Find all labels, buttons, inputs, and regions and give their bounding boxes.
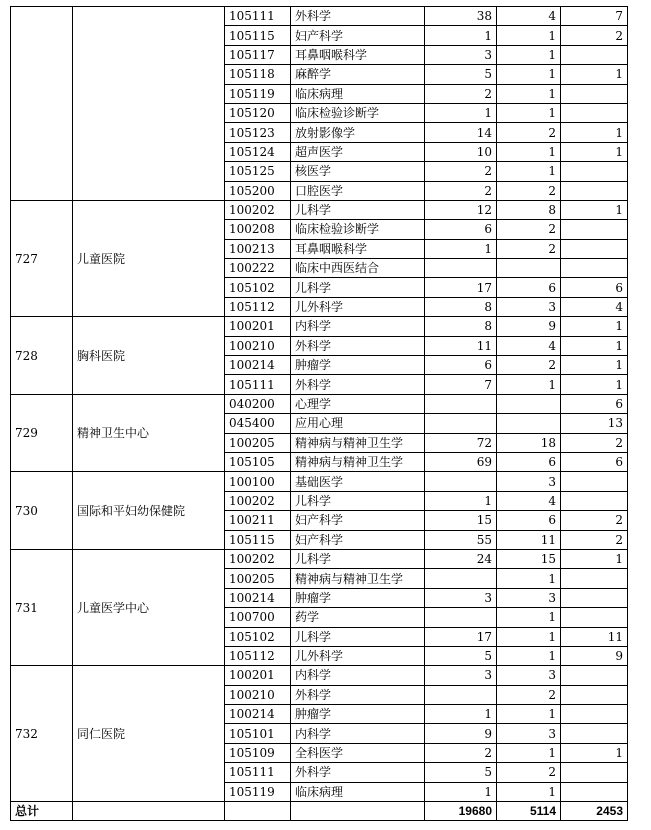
value-b-cell: 1 [497,65,561,84]
value-b-cell: 1 [497,627,561,646]
major-name-cell: 儿科学 [291,627,425,646]
unit-code-cell: 731 [11,549,73,665]
major-name-cell: 儿外科学 [291,297,425,316]
total-empty-cell [225,802,291,821]
table-row [11,7,628,26]
unit-name-cell: 胸科医院 [73,317,225,395]
unit-name-cell: 同仁医院 [73,666,225,802]
value-b-cell: 1 [497,782,561,801]
value-b-cell: 3 [497,472,561,491]
table-row [11,200,628,219]
table-body [11,7,628,821]
value-c-cell: 2 [561,433,628,452]
major-code-cell: 100700 [225,608,291,627]
enrollment-table [10,6,628,821]
major-code-cell: 105119 [225,782,291,801]
unit-code-cell: 732 [11,666,73,802]
major-name-cell: 临床中西医结合 [291,259,425,278]
table-row [11,666,628,685]
table-row [11,317,628,336]
value-b-cell: 1 [497,142,561,161]
value-a-cell: 3 [425,588,497,607]
unit-name-cell: 儿童医学中心 [73,549,225,665]
value-a-cell: 1 [425,705,497,724]
major-name-cell: 全科医学 [291,743,425,762]
total-empty-cell [73,802,225,821]
major-code-cell: 105115 [225,530,291,549]
major-code-cell: 105109 [225,743,291,762]
value-c-cell [561,45,628,64]
value-c-cell [561,181,628,200]
value-a-cell: 1 [425,103,497,122]
major-name-cell: 外科学 [291,375,425,394]
value-b-cell: 2 [497,763,561,782]
major-name-cell: 临床检验诊断学 [291,103,425,122]
value-b-cell: 1 [497,646,561,665]
value-c-cell [561,705,628,724]
major-code-cell: 105117 [225,45,291,64]
value-b-cell: 1 [497,26,561,45]
major-name-cell: 耳鼻咽喉科学 [291,45,425,64]
unit-name-cell [73,7,225,201]
major-name-cell: 耳鼻咽喉科学 [291,239,425,258]
major-name-cell: 妇产科学 [291,511,425,530]
value-c-cell: 1 [561,200,628,219]
value-b-cell: 3 [497,588,561,607]
value-c-cell [561,763,628,782]
total-empty-cell [291,802,425,821]
value-a-cell: 24 [425,549,497,568]
value-b-cell: 6 [497,452,561,471]
value-a-cell: 11 [425,336,497,355]
major-code-cell: 040200 [225,394,291,413]
major-name-cell: 应用心理 [291,414,425,433]
value-a-cell: 17 [425,627,497,646]
major-name-cell: 儿外科学 [291,646,425,665]
major-name-cell: 临床病理 [291,782,425,801]
value-a-cell: 38 [425,7,497,26]
major-code-cell: 105115 [225,26,291,45]
major-name-cell: 内科学 [291,666,425,685]
major-code-cell: 100208 [225,220,291,239]
value-b-cell: 4 [497,336,561,355]
value-c-cell: 1 [561,743,628,762]
major-code-cell: 105124 [225,142,291,161]
value-c-cell [561,608,628,627]
value-a-cell: 9 [425,724,497,743]
value-c-cell: 1 [561,317,628,336]
major-code-cell: 105118 [225,65,291,84]
unit-code-cell [11,7,73,201]
value-a-cell: 5 [425,646,497,665]
total-value-c: 2453 [561,802,628,821]
value-a-cell: 14 [425,123,497,142]
unit-code-cell: 727 [11,200,73,316]
value-a-cell [425,472,497,491]
value-a-cell: 2 [425,162,497,181]
value-a-cell: 5 [425,65,497,84]
unit-code-cell: 730 [11,472,73,550]
major-name-cell: 内科学 [291,317,425,336]
value-b-cell: 3 [497,724,561,743]
major-code-cell: 105112 [225,297,291,316]
value-c-cell: 1 [561,123,628,142]
value-c-cell [561,569,628,588]
value-b-cell: 2 [497,356,561,375]
major-code-cell: 105102 [225,627,291,646]
total-row [11,802,628,821]
major-code-cell: 105200 [225,181,291,200]
table-row [11,472,628,491]
major-name-cell: 临床病理 [291,84,425,103]
major-name-cell: 肿瘤学 [291,356,425,375]
value-c-cell: 1 [561,336,628,355]
major-code-cell: 105125 [225,162,291,181]
value-a-cell: 3 [425,666,497,685]
major-name-cell: 超声医学 [291,142,425,161]
major-code-cell: 100205 [225,569,291,588]
value-c-cell: 2 [561,530,628,549]
value-c-cell: 1 [561,375,628,394]
value-c-cell: 11 [561,627,628,646]
value-b-cell: 1 [497,705,561,724]
major-code-cell: 105101 [225,724,291,743]
major-code-cell: 105120 [225,103,291,122]
major-name-cell: 妇产科学 [291,26,425,45]
major-code-cell: 105111 [225,7,291,26]
value-b-cell: 11 [497,530,561,549]
major-name-cell: 儿科学 [291,278,425,297]
value-b-cell: 18 [497,433,561,452]
value-c-cell [561,220,628,239]
major-code-cell: 100211 [225,511,291,530]
value-a-cell [425,394,497,413]
value-c-cell [561,239,628,258]
major-name-cell: 外科学 [291,336,425,355]
value-a-cell: 2 [425,84,497,103]
value-c-cell [561,782,628,801]
major-code-cell: 100202 [225,491,291,510]
value-a-cell: 12 [425,200,497,219]
major-name-cell: 放射影像学 [291,123,425,142]
major-name-cell: 精神病与精神卫生学 [291,433,425,452]
major-code-cell: 105105 [225,452,291,471]
table-row [11,549,628,568]
major-name-cell: 精神病与精神卫生学 [291,569,425,588]
value-c-cell: 6 [561,452,628,471]
major-code-cell: 105119 [225,84,291,103]
major-name-cell: 儿科学 [291,200,425,219]
value-b-cell: 8 [497,200,561,219]
value-c-cell [561,724,628,743]
major-code-cell: 100100 [225,472,291,491]
value-b-cell: 2 [497,685,561,704]
value-c-cell: 1 [561,356,628,375]
total-value-a: 19680 [425,802,497,821]
value-a-cell: 10 [425,142,497,161]
value-c-cell [561,472,628,491]
major-code-cell: 100201 [225,317,291,336]
value-a-cell: 15 [425,511,497,530]
value-a-cell: 69 [425,452,497,471]
major-code-cell: 105102 [225,278,291,297]
value-c-cell: 7 [561,7,628,26]
value-b-cell: 1 [497,103,561,122]
major-code-cell: 100210 [225,685,291,704]
unit-code-cell: 728 [11,317,73,395]
total-label: 总计 [11,802,73,821]
value-b-cell: 2 [497,181,561,200]
value-c-cell: 4 [561,297,628,316]
major-name-cell: 肿瘤学 [291,705,425,724]
value-c-cell: 6 [561,394,628,413]
table-row [11,394,628,413]
value-b-cell: 1 [497,162,561,181]
value-b-cell: 3 [497,297,561,316]
major-code-cell: 100213 [225,239,291,258]
value-a-cell [425,569,497,588]
major-name-cell: 心理学 [291,394,425,413]
value-c-cell: 2 [561,511,628,530]
value-b-cell: 1 [497,743,561,762]
major-name-cell: 儿科学 [291,491,425,510]
value-a-cell [425,685,497,704]
value-c-cell: 1 [561,549,628,568]
value-b-cell [497,394,561,413]
unit-name-cell: 精神卫生中心 [73,394,225,472]
value-b-cell: 2 [497,123,561,142]
value-a-cell: 3 [425,45,497,64]
value-a-cell: 1 [425,26,497,45]
major-code-cell: 100210 [225,336,291,355]
value-a-cell: 1 [425,782,497,801]
value-a-cell [425,259,497,278]
major-code-cell: 100201 [225,666,291,685]
major-name-cell: 核医学 [291,162,425,181]
value-c-cell [561,103,628,122]
value-b-cell: 2 [497,220,561,239]
major-name-cell: 外科学 [291,763,425,782]
value-a-cell: 7 [425,375,497,394]
major-name-cell: 外科学 [291,7,425,26]
major-code-cell: 045400 [225,414,291,433]
major-name-cell: 外科学 [291,685,425,704]
major-name-cell: 精神病与精神卫生学 [291,452,425,471]
major-name-cell: 口腔医学 [291,181,425,200]
major-name-cell: 内科学 [291,724,425,743]
value-c-cell: 6 [561,278,628,297]
value-b-cell: 6 [497,511,561,530]
value-b-cell: 15 [497,549,561,568]
value-a-cell: 8 [425,317,497,336]
unit-name-cell: 国际和平妇幼保健院 [73,472,225,550]
value-a-cell: 2 [425,181,497,200]
value-b-cell [497,414,561,433]
value-b-cell: 4 [497,491,561,510]
value-c-cell: 2 [561,26,628,45]
value-a-cell: 1 [425,491,497,510]
value-a-cell: 2 [425,743,497,762]
value-a-cell: 8 [425,297,497,316]
value-c-cell [561,666,628,685]
major-code-cell: 105112 [225,646,291,665]
value-b-cell [497,259,561,278]
major-name-cell: 基础医学 [291,472,425,491]
unit-name-cell: 儿童医院 [73,200,225,316]
major-name-cell: 麻醉学 [291,65,425,84]
major-name-cell: 妇产科学 [291,530,425,549]
value-a-cell [425,608,497,627]
value-a-cell: 6 [425,356,497,375]
major-code-cell: 100214 [225,356,291,375]
value-b-cell: 1 [497,375,561,394]
value-c-cell [561,162,628,181]
major-name-cell: 药学 [291,608,425,627]
unit-code-cell: 729 [11,394,73,472]
value-c-cell [561,685,628,704]
value-a-cell [425,414,497,433]
value-c-cell: 1 [561,65,628,84]
value-b-cell: 2 [497,239,561,258]
major-name-cell: 临床检验诊断学 [291,220,425,239]
value-b-cell: 1 [497,84,561,103]
value-c-cell [561,84,628,103]
major-code-cell: 105123 [225,123,291,142]
value-b-cell: 1 [497,608,561,627]
major-code-cell: 100214 [225,705,291,724]
value-b-cell: 6 [497,278,561,297]
value-b-cell: 1 [497,45,561,64]
value-c-cell [561,491,628,510]
major-name-cell: 肿瘤学 [291,588,425,607]
value-b-cell: 3 [497,666,561,685]
value-c-cell [561,588,628,607]
total-value-b: 5114 [497,802,561,821]
major-name-cell: 儿科学 [291,549,425,568]
major-code-cell: 100205 [225,433,291,452]
major-code-cell: 100202 [225,200,291,219]
value-c-cell: 13 [561,414,628,433]
value-a-cell: 72 [425,433,497,452]
value-b-cell: 4 [497,7,561,26]
value-b-cell: 9 [497,317,561,336]
major-code-cell: 100214 [225,588,291,607]
value-a-cell: 55 [425,530,497,549]
major-code-cell: 105111 [225,763,291,782]
value-a-cell: 6 [425,220,497,239]
value-c-cell: 9 [561,646,628,665]
major-code-cell: 100222 [225,259,291,278]
value-b-cell: 1 [497,569,561,588]
major-code-cell: 105111 [225,375,291,394]
value-c-cell [561,259,628,278]
value-a-cell: 17 [425,278,497,297]
value-a-cell: 5 [425,763,497,782]
value-a-cell: 1 [425,239,497,258]
major-code-cell: 100202 [225,549,291,568]
value-c-cell: 1 [561,142,628,161]
